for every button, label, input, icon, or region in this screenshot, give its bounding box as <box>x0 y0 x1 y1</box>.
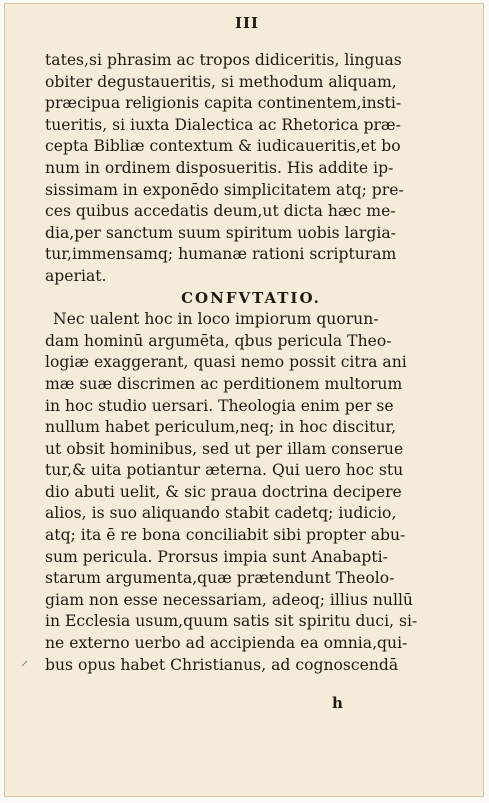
text-line: tur,& uita potiantur æterna. Qui uero hoc stu <box>45 461 404 480</box>
text-line: dio abuti uelit, & sic praua doctrina decipere <box>45 482 402 501</box>
margin-mark: ⸝ <box>21 653 28 669</box>
text-line: sum pericula. Prorsus impia sunt Anabapti- <box>45 547 388 566</box>
book-page <box>4 3 484 797</box>
text-line: Nec ualent hoc in loco impiorum quorun- <box>53 310 379 329</box>
text-line: nullum habet periculum,neq; in hoc discitur, <box>45 418 397 437</box>
text-line: giam non esse necessariam, adeoq; illius nullū <box>45 590 413 609</box>
text-line: atq; ita ē re bona conciliabit sibi propter abu- <box>45 526 406 545</box>
section-heading: CONFVTATIO. <box>181 288 321 307</box>
text-line: dia,per sanctum suum spiritum uobis largia- <box>45 223 396 242</box>
text-line: bus opus habet Christianus, ad cognoscendā <box>45 655 399 674</box>
text-line: ne externo uerbo ad accipienda ea omnia,qui- <box>45 634 408 653</box>
catchword: h <box>332 694 343 712</box>
text-line: tates,si phrasim ac tropos didiceritis, linguas <box>45 51 402 69</box>
text-line: ces quibus accedatis deum,ut dicta hæc me- <box>45 202 396 221</box>
text-line: starum argumenta,quæ prætendunt Theolo- <box>45 569 395 588</box>
text-line: tur,immensamq; humanæ rationi scripturam <box>45 245 397 264</box>
page-folio: III <box>235 14 260 32</box>
text-line: ut obsit hominibus, sed ut per illam conserue <box>45 439 404 458</box>
page-text <box>45 50 437 676</box>
text-line: mæ suæ discrimen ac perditionem multorum <box>45 374 403 393</box>
text-line: cepta Bibliæ contextum & iudicaueritis,et bo <box>45 137 401 156</box>
text-line: sissimam in exponēdo simplicitatem atq; pre- <box>45 180 404 199</box>
text-line: obiter degustaueritis, si methodum aliquam, <box>45 72 397 91</box>
text-line: præcipua religionis capita continentem,insti- <box>45 94 402 113</box>
text-line: aperiat. <box>45 266 107 285</box>
text-line: in Ecclesia usum,quum satis sit spiritu duci, si- <box>45 612 418 631</box>
text-line: logiæ exaggerant, quasi nemo possit citra ani <box>45 353 407 372</box>
text-line: tueritis, si iuxta Dialectica ac Rhetorica præ- <box>45 115 401 134</box>
text-line: num in ordinem disposueritis. His addite ip- <box>45 158 394 177</box>
text-line: alios, is suo aliquando stabit cadetq; iudicio, <box>45 504 397 523</box>
text-line: dam hominū argumēta, qbus pericula Theo- <box>45 331 392 350</box>
text-line: in hoc studio uersari. Theologia enim per se <box>45 396 394 415</box>
